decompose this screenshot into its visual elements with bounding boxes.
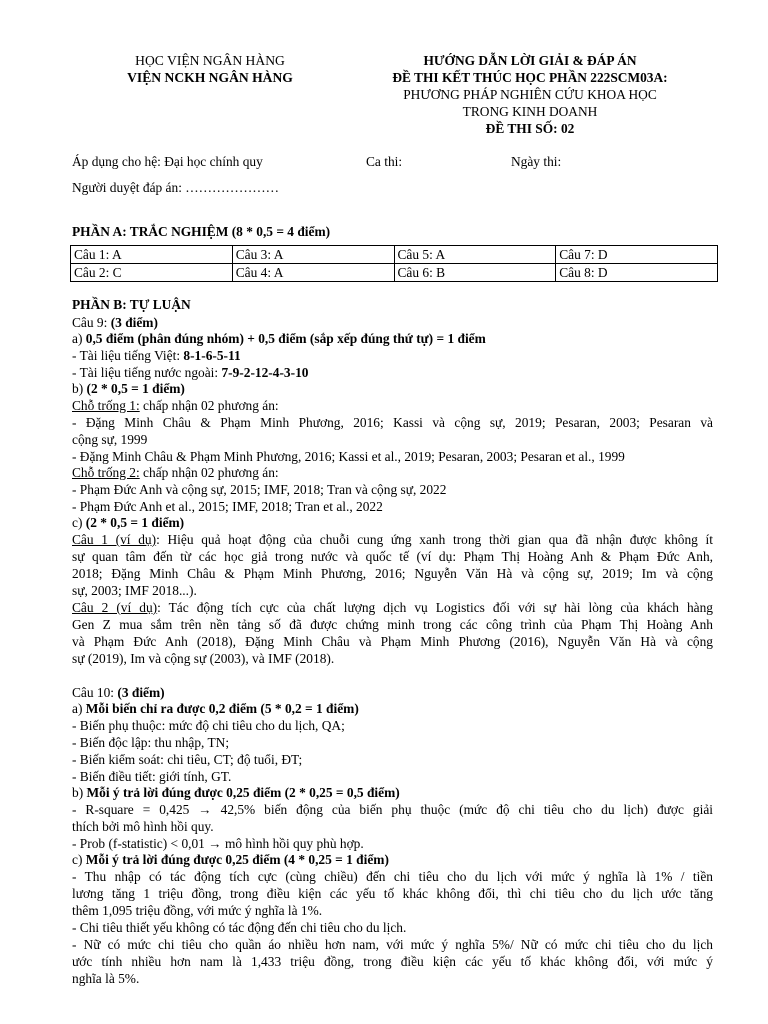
exam-shift: Ca thi: — [366, 154, 403, 169]
blank1-text: chấp nhận 02 phương án: — [139, 398, 279, 413]
doc-title-1: HƯỚNG DẪN LỜI GIẢI & ĐÁP ÁN — [423, 53, 637, 68]
header-right — [340, 52, 720, 137]
blank1-option1-line2: cộng sự, 1999 — [72, 432, 148, 447]
c2-text: : Tác động tích cực của chất lượng dịch vụ Logistics đối với sự hài lòng của khách hàng — [157, 600, 713, 615]
c1-label: Câu 1 (ví dụ) — [72, 532, 157, 547]
q9-points: (3 điểm) — [110, 315, 158, 330]
c1-line3: 2018; Đặng Minh Châu & Phạm Minh Phương, 2016; Nguyễn Văn Hà và cộng sự, 2019; Im và cộng — [72, 566, 713, 581]
exam-number: ĐỀ THI SỐ: 02 — [485, 121, 575, 136]
c1-line2: sự quan tâm đến từ các học giả trong nước và quốc tế (ví dụ: Phạm Thị Hoàng Anh & Phạm Đức Anh, — [72, 549, 713, 564]
blank2 — [72, 466, 279, 479]
q10a-item: - Biến điều tiết: giới tính, GT. — [72, 769, 232, 784]
q10a-item: - Biến phụ thuộc: mức độ chi tiêu cho du lịch, QA; — [72, 718, 345, 733]
q9b-heading — [72, 382, 185, 395]
answer-cell: Câu 7: D — [556, 246, 718, 264]
q9c-criteria: (2 * 0,5 = 1 điểm) — [85, 515, 185, 530]
blank2-label: Chỗ trống 2: — [72, 465, 140, 480]
q9a-foreign-value: 7-9-2-12-4-3-10 — [221, 365, 309, 380]
c2-line2: Gen Z mua sắm trên nền tảng số đã được chứng minh trong các công trình của Phạm Thị Hoàng Anh — [72, 617, 713, 632]
blank1 — [72, 399, 279, 412]
org-name-1: HỌC VIỆN NGÂN HÀNG — [135, 53, 285, 68]
q10c-line1: - Thu nhập có tác động tích cực (cùng chiều) đến chi tiêu cho du lịch với mức ý nghĩa là 1% / tiền — [72, 869, 713, 884]
q10b-line2: thích bởi mô hình hồi quy. — [72, 819, 214, 834]
part-b-heading: PHẦN B: TỰ LUẬN — [72, 297, 191, 312]
q9-title — [72, 316, 158, 329]
c1-line1 — [72, 533, 713, 546]
q10-label: Câu 10: — [72, 685, 118, 700]
header-left — [90, 52, 330, 86]
q9a-vn-value: 8-1-6-5-11 — [183, 348, 241, 363]
q10b-line3: - Prob (f-statistic) < 0,01 → mô hình hồi quy phù hợp. — [72, 836, 364, 851]
blank1-option2: - Đặng Minh Châu & Phạm Minh Phương, 2016; Kassi et al., 2019; Pesaran, 2003; Pesaran et al., 1999 — [72, 449, 625, 464]
q9c-prefix: c) — [72, 515, 86, 530]
q10b-line1: - R-square = 0,425 → 42,5% biến động của biến phụ thuộc (mức độ chi tiêu cho du lịch) được giải — [72, 802, 713, 817]
q9a-foreign — [72, 366, 308, 379]
answer-cell: Câu 8: D — [556, 264, 718, 282]
q10-title — [72, 686, 165, 699]
answer-cell: Câu 4: A — [232, 264, 394, 282]
q10b-criteria: Mỗi ý trả lời đúng được 0,25 điểm (2 * 0,25 = 0,5 điểm) — [86, 785, 400, 800]
q10a-item: - Biến độc lập: thu nhập, TN; — [72, 735, 230, 750]
q9a-heading — [72, 332, 486, 345]
org-name-2: VIỆN NCKH NGÂN HÀNG — [127, 70, 293, 85]
q10a-prefix: a) — [72, 701, 86, 716]
answer-table — [70, 245, 718, 282]
q10a-heading — [72, 702, 359, 715]
q10c-line7: nghĩa là 5%. — [72, 971, 140, 986]
blank2-option1: - Phạm Đức Anh và cộng sự, 2015; IMF, 2018; Tran và cộng sự, 2022 — [72, 482, 447, 497]
part-a-heading: PHẦN A: TRẮC NGHIỆM (8 * 0,5 = 4 điểm) — [72, 224, 331, 239]
q10c-line5: - Nữ có mức chi tiêu cho quần áo nhiều hơn nam, với mức ý nghĩa 5%/ Nữ có mức chi tiêu cho du lịch — [72, 937, 713, 952]
c2-label: Câu 2 (ví dụ) — [72, 600, 158, 615]
q10c-line6: ước tính nhiều hơn nam là 1,433 triệu đồng, trong điều kiện các yếu tố khác không đổi, với mức ý — [72, 954, 713, 969]
q9b-criteria: (2 * 0,5 = 1 điểm) — [86, 381, 185, 396]
c1-line4: sự, 2003; IMF 2018...). — [72, 583, 197, 598]
q9a-vn-label: - Tài liệu tiếng Việt: — [72, 348, 184, 363]
blank2-text: chấp nhận 02 phương án: — [139, 465, 279, 480]
answer-cell: Câu 2: C — [71, 264, 233, 282]
apply-to: Áp dụng cho hệ: Đại học chính quy — [72, 154, 263, 169]
blank1-option1-line1: - Đặng Minh Châu & Phạm Minh Phương, 2016; Kassi và cộng sự, 2019; Pesaran, 2003; Pesaran và — [72, 415, 713, 430]
q10a-item: - Biến kiểm soát: chi tiêu, CT; độ tuổi, ĐT; — [72, 752, 303, 767]
doc-title-2: ĐỀ THI KẾT THÚC HỌC PHẦN 222SCM03A: — [392, 70, 668, 85]
q9b-prefix: b) — [72, 381, 87, 396]
c2-line4: sự (2019), Im và cộng sự (2003), và IMF (2018). — [72, 651, 335, 666]
q9a-prefix: a) — [72, 331, 86, 346]
q10b-heading — [72, 786, 400, 799]
blank2-option2: - Phạm Đức Anh et al., 2015; IMF, 2018; Tran et al., 2022 — [72, 499, 383, 514]
q10c-line4: - Chi tiêu thiết yếu không có tác động đến chi tiêu cho du lịch. — [72, 920, 407, 935]
exam-date: Ngày thi: — [511, 154, 562, 169]
q10-points: (3 điểm) — [117, 685, 165, 700]
q10c-prefix: c) — [72, 852, 86, 867]
q10c-line2: lương tăng 1 triệu đồng, trong điều kiện các yếu tố khác không đổi, thì chi tiêu cho du lịch ước tăng — [72, 886, 713, 901]
table-row — [71, 246, 718, 264]
q9-label: Câu 9: — [72, 315, 111, 330]
doc-title-3: PHƯƠNG PHÁP NGHIÊN CỨU KHOA HỌC — [403, 87, 657, 102]
table-row — [71, 264, 718, 282]
q10b-prefix: b) — [72, 785, 87, 800]
c2-line1 — [72, 601, 713, 614]
answer-cell: Câu 6: B — [394, 264, 556, 282]
doc-title-4: TRONG KINH DOANH — [462, 104, 598, 119]
q10a-criteria: Mỗi biến chỉ ra được 0,2 điểm (5 * 0,2 = 1 điểm) — [85, 701, 359, 716]
q9c-heading — [72, 516, 184, 529]
c2-line3: và Phạm Đức Anh (2018), Đặng Minh Châu và Phạm Minh Phương (2016), Nguyễn Văn Hà và cộng — [72, 634, 713, 649]
blank1-label: Chỗ trống 1: — [72, 398, 140, 413]
answer-cell: Câu 1: A — [71, 246, 233, 264]
answer-cell: Câu 3: A — [232, 246, 394, 264]
q9a-criteria: 0,5 điểm (phân đúng nhóm) + 0,5 điểm (sắp xếp đúng thứ tự) = 1 điểm — [85, 331, 486, 346]
answer-cell: Câu 5: A — [394, 246, 556, 264]
q10c-heading — [72, 853, 389, 866]
approver: Người duyệt đáp án: ………………… — [72, 180, 279, 195]
q9a-vietnamese — [72, 349, 241, 362]
c1-text: : Hiệu quả hoạt động của chuỗi cung ứng xanh trong thời gian qua đã nhận được không ít — [156, 532, 713, 547]
q9a-foreign-label: - Tài liệu tiếng nước ngoài: — [72, 365, 222, 380]
q10c-criteria: Mỗi ý trả lời đúng được 0,25 điểm (4 * 0,25 = 1 điểm) — [85, 852, 389, 867]
q10c-line3: thêm 1,095 triệu đồng, với mức ý nghĩa là 1%. — [72, 903, 323, 918]
